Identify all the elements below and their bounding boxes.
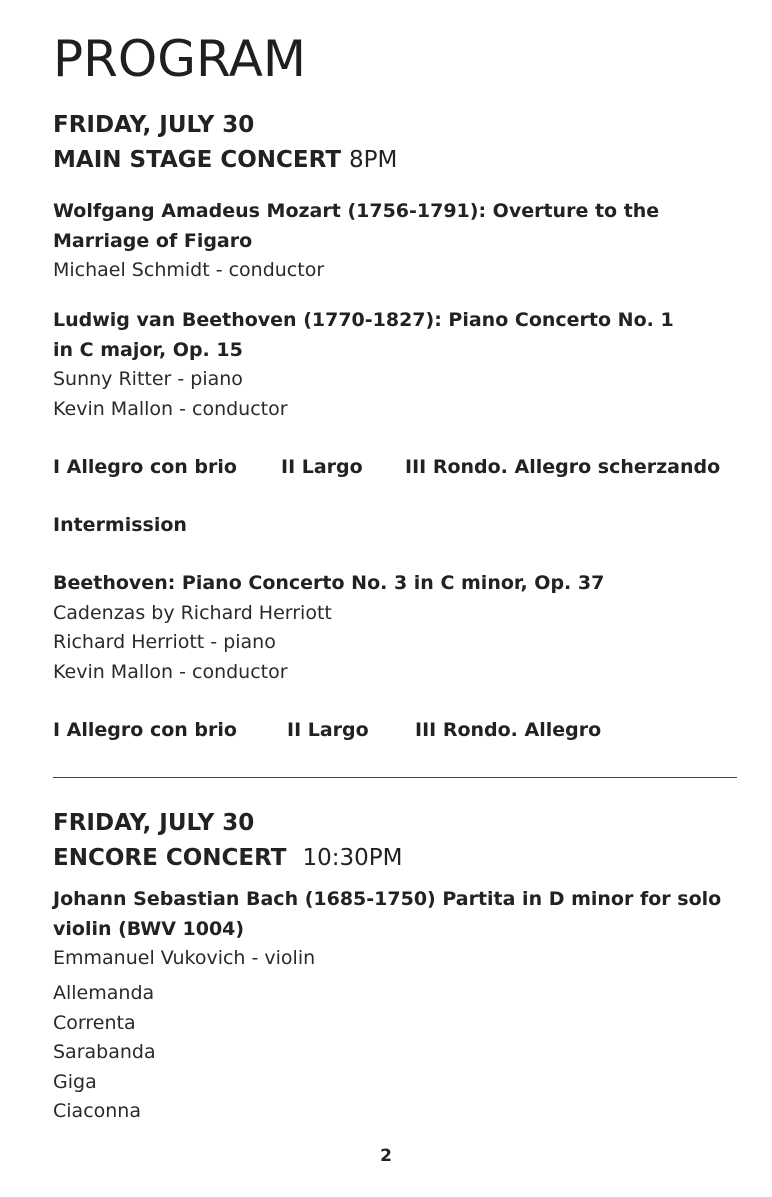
concert-heading-encore bbox=[53, 806, 743, 876]
performer: Sunny Ritter - piano bbox=[53, 368, 243, 390]
performer: Michael Schmidt - conductor bbox=[53, 259, 325, 281]
bach-movements bbox=[53, 979, 743, 1127]
movements-list bbox=[53, 716, 743, 745]
work-title: Wolfgang Amadeus Mozart (1756-1791): Overture to the Marriage of Figaro bbox=[53, 200, 660, 252]
concert-name: ENCORE CONCERT bbox=[53, 845, 287, 871]
performer: Kevin Mallon - conductor bbox=[53, 397, 288, 420]
concert-name-line bbox=[53, 841, 743, 876]
work-title: Beethoven: Piano Concerto No. 3 in C minor, Op. 37 bbox=[53, 572, 605, 594]
work-note: Cadenzas by Richard Herriott bbox=[53, 601, 332, 624]
movement: I Allegro con brio bbox=[53, 456, 237, 478]
work-beethoven-3 bbox=[53, 569, 743, 687]
work-beethoven-1 bbox=[53, 306, 683, 424]
movements-list bbox=[53, 453, 743, 482]
movement: II Largo bbox=[281, 456, 363, 478]
concert-time: 10:30PM bbox=[302, 845, 403, 871]
movement: Correnta bbox=[53, 1011, 136, 1034]
movement: Allemanda bbox=[53, 982, 155, 1004]
work-title: Johann Sebastian Bach (1685-1750) Partita in D minor for solo violin (BWV 1004) bbox=[53, 888, 722, 940]
work-title: Ludwig van Beethoven (1770-1827): Piano Concerto No. 1 in C major, Op. 15 bbox=[53, 309, 674, 361]
concert-date: FRIDAY, JULY 30 bbox=[53, 810, 255, 836]
performer: Richard Herriott - piano bbox=[53, 631, 276, 653]
movement: Sarabanda bbox=[53, 1041, 156, 1063]
movement: III Rondo. Allegro scherzando bbox=[405, 456, 721, 478]
concert-heading-main bbox=[53, 108, 743, 178]
movement: Ciaconna bbox=[53, 1100, 141, 1122]
concert-name-line bbox=[53, 143, 743, 178]
movement: I Allegro con brio bbox=[53, 719, 237, 741]
intermission: Intermission bbox=[53, 514, 187, 536]
page-title: PROGRAM bbox=[53, 30, 307, 88]
work-bach bbox=[53, 885, 733, 974]
concert-time: 8PM bbox=[349, 147, 398, 173]
page-number: 2 bbox=[380, 1146, 392, 1166]
performer: Kevin Mallon - conductor bbox=[53, 660, 288, 683]
concert-date: FRIDAY, JULY 30 bbox=[53, 112, 255, 138]
concert-name: MAIN STAGE CONCERT bbox=[53, 147, 342, 173]
work-mozart bbox=[53, 197, 673, 286]
performer: Emmanuel Vukovich - violin bbox=[53, 947, 316, 969]
movement: III Rondo. Allegro bbox=[415, 719, 602, 741]
movement: Giga bbox=[53, 1070, 97, 1093]
section-divider bbox=[53, 777, 737, 778]
movement: II Largo bbox=[287, 719, 369, 741]
